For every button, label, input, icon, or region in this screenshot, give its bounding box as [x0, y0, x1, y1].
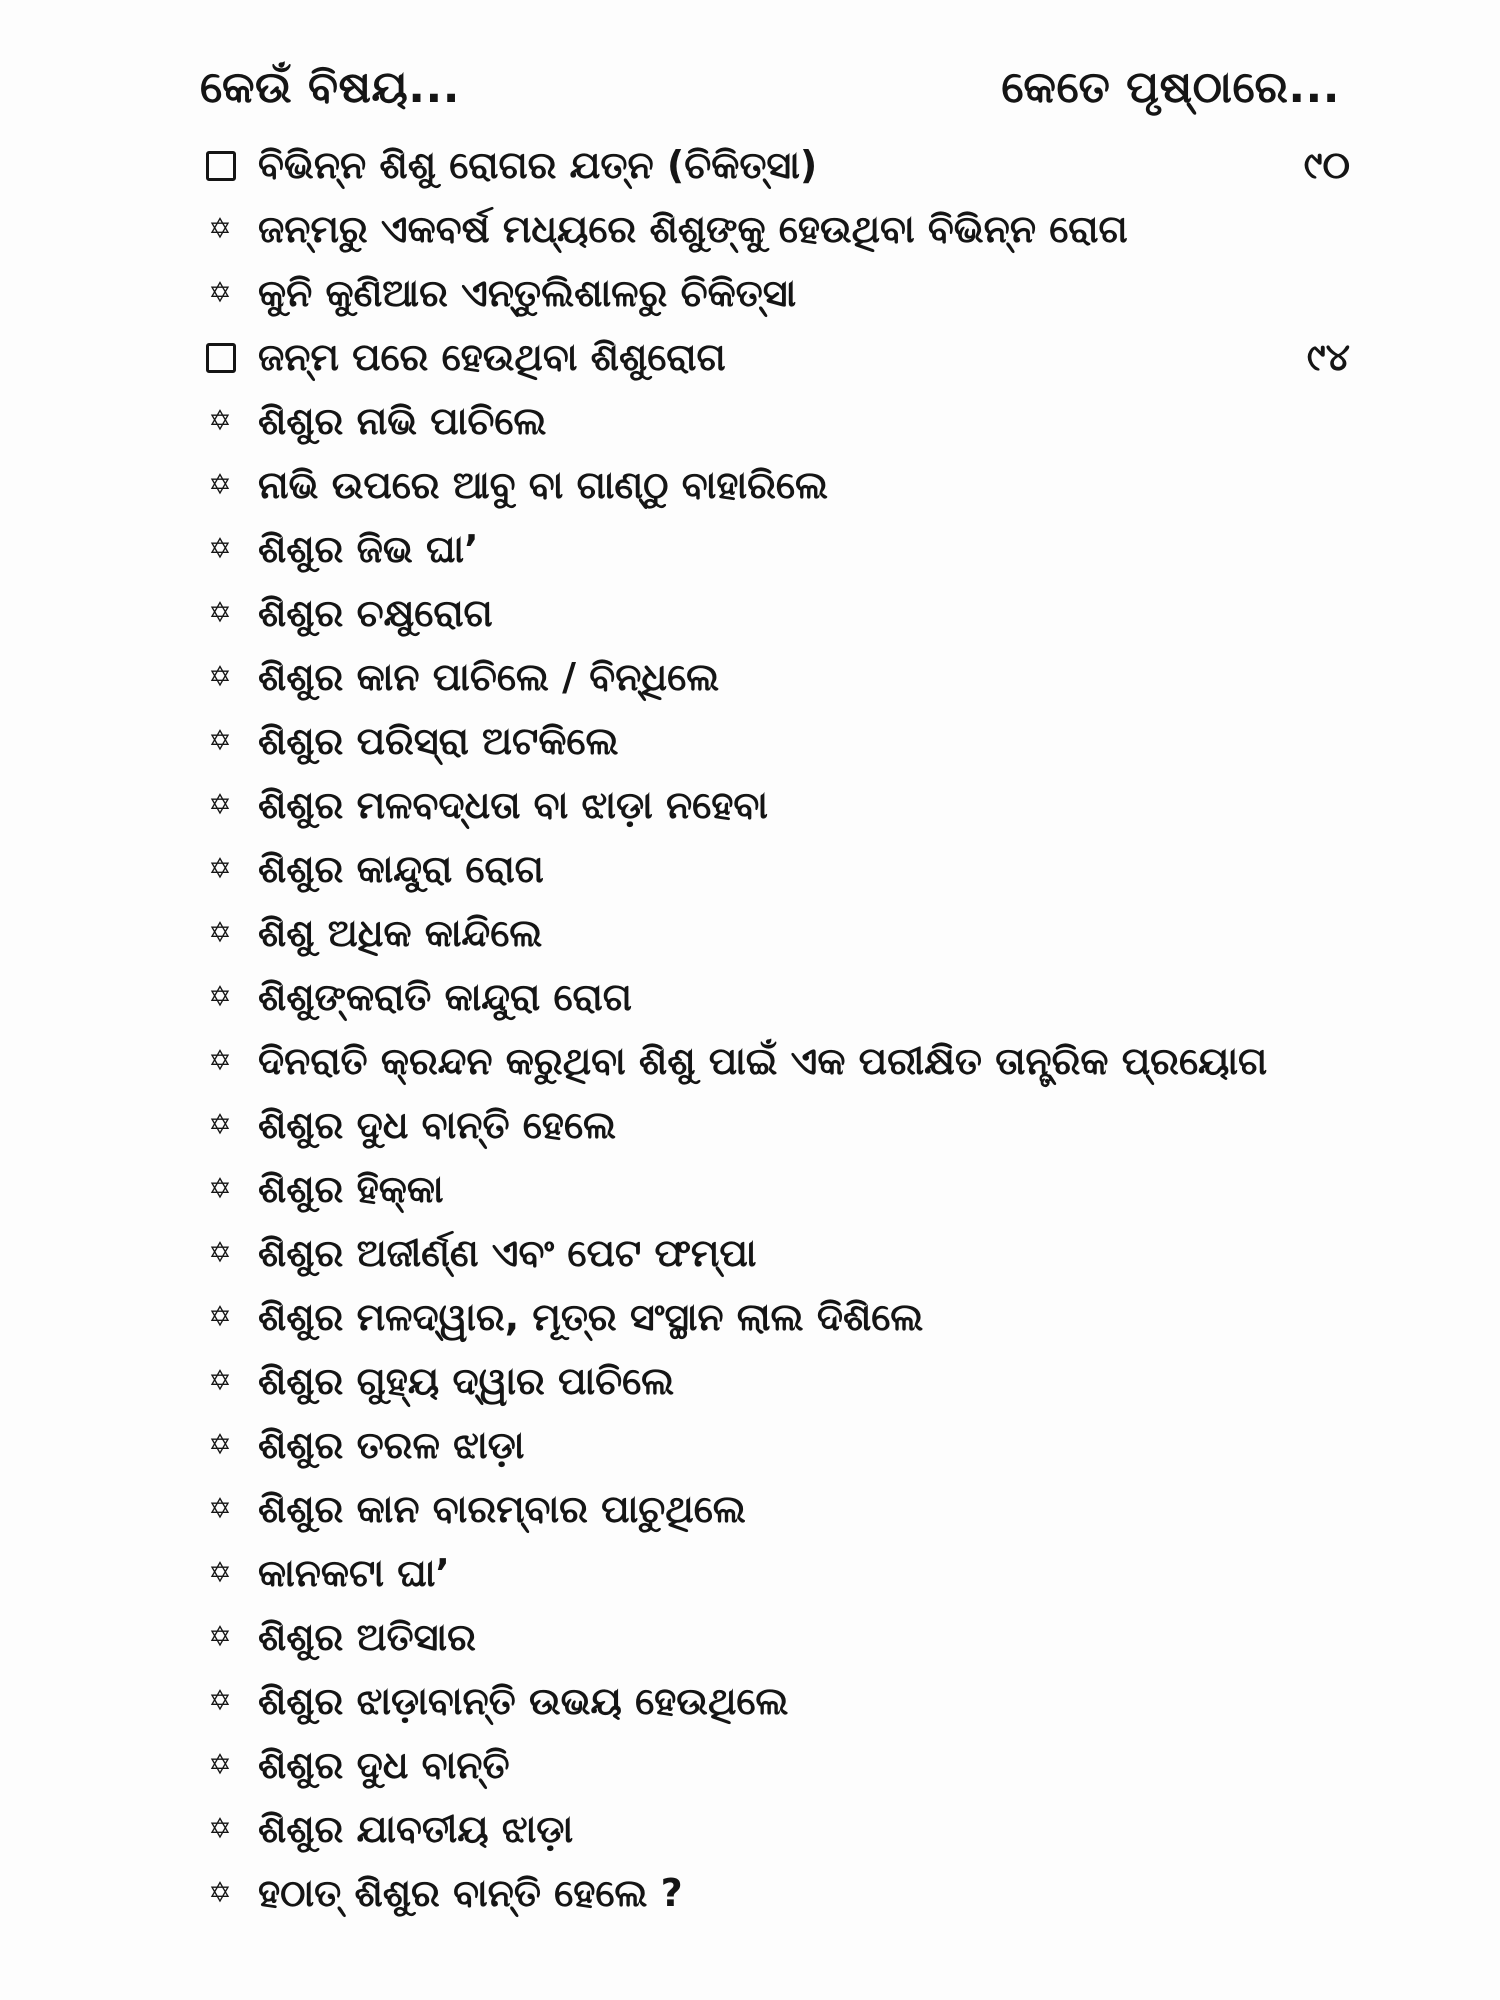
toc-entry-label: କାନକଟା ଘା’ — [258, 1551, 450, 1595]
toc-entry-label: ଦିନରାତି କ୍ରନ୍ଦନ କରୁଥିବା ଶିଶୁ ପାଇଁ ଏକ ପରୀକ୍ଷିତ ତାନ୍ତ୍ରିକ ପ୍ରୟୋଗ — [258, 1039, 1268, 1083]
star-of-david-icon: ✡ — [208, 1684, 232, 1717]
toc-entry-label: ଶିଶୁଙ୍କରାତି କାନ୍ଦୁରା ରୋଗ — [258, 975, 632, 1019]
star-of-david-icon: ✡ — [208, 1300, 232, 1333]
toc-entry-label: ହଠାତ୍ ଶିଶୁର ବାନ୍ତି ହେଲେ ? — [258, 1871, 683, 1915]
star-of-david-icon: ✡ — [208, 916, 232, 949]
toc-item-row — [190, 1861, 1350, 1925]
toc-entry-label: ଜନ୍ମ ପରେ ହେଉଥିବା ଶିଶୁରୋଗ — [258, 335, 726, 379]
toc-item-row — [190, 1221, 1350, 1285]
star-of-david-icon: ✡ — [208, 212, 232, 245]
star-of-david-icon: ✡ — [208, 1044, 232, 1077]
toc-entry-label: ଶିଶୁର କାନ୍ଦୁରା ରୋଗ — [258, 847, 544, 891]
toc-entry-label: କୁନି କୁଣିଆର ଏନ୍ତୁଲିଶାଳରୁ ଚିକିତ୍ସା — [258, 271, 797, 315]
topic-column-heading: କେଉଁ ବିଷୟ... — [200, 62, 460, 113]
star-of-david-icon: ✡ — [208, 1492, 232, 1525]
toc-entry-label: ଜନ୍ମରୁ ଏକବର୍ଷ ମଧ୍ୟରେ ଶିଶୁଙ୍କୁ ହେଉଥିବା ବିଭିନ୍ନ ରୋଗ — [258, 207, 1128, 251]
toc-entry-label: ଶିଶୁର ମଳଦ୍ୱାର, ମୂତ୍ର ସଂସ୍ଥାନ ଲାଲ ଦିଶିଲେ — [258, 1295, 924, 1339]
toc-entry-label: ଶିଶୁ ଅଧିକ କାନ୍ଦିଲେ — [258, 911, 543, 955]
toc-item-row — [190, 709, 1350, 773]
toc-entry-label: ଶିଶୁର ଯାବତୀୟ ଝାଡ଼ା — [258, 1807, 574, 1851]
toc-entry-label: ଶିଶୁର ଗୁହ୍ୟ ଦ୍ୱାର ପାଚିଲେ — [258, 1359, 675, 1403]
toc-item-row — [190, 1413, 1350, 1477]
toc-entry-label: ଶିଶୁର କାନ ବାରମ୍ବାର ପାଚୁଥିଲେ — [258, 1487, 746, 1531]
toc-item-row — [190, 1349, 1350, 1413]
toc-item-row — [190, 1733, 1350, 1797]
star-of-david-icon: ✡ — [208, 724, 232, 757]
toc-section-row — [190, 133, 1350, 197]
star-of-david-icon: ✡ — [208, 980, 232, 1013]
toc-item-row — [190, 1541, 1350, 1605]
toc-entry-label: ଶିଶୁର ଅଜୀର୍ଣ୍ଣ ଏବଂ ପେଟ ଫମ୍ପା — [258, 1231, 757, 1275]
toc-item-row — [190, 1029, 1350, 1093]
star-of-david-icon: ✡ — [208, 596, 232, 629]
toc-entry-label: ଶିଶୁର ନାଭି ପାଚିଲେ — [258, 399, 547, 443]
toc-item-row — [190, 965, 1350, 1029]
checkbox-square-icon — [206, 151, 236, 181]
toc-item-row — [190, 837, 1350, 901]
star-of-david-icon: ✡ — [208, 1812, 232, 1845]
toc-item-row — [190, 773, 1350, 837]
star-of-david-icon: ✡ — [208, 468, 232, 501]
toc-page-number: ୯୦ — [1303, 143, 1350, 187]
toc-entry-label: ଶିଶୁର ପରିସ୍ରା ଅଟକିଲେ — [258, 719, 619, 763]
toc-item-row — [190, 389, 1350, 453]
star-of-david-icon: ✡ — [208, 852, 232, 885]
star-of-david-icon: ✡ — [208, 1876, 232, 1909]
toc-item-row — [190, 901, 1350, 965]
table-of-contents — [190, 133, 1350, 1925]
toc-entry-label: ଶିଶୁର ଝାଡ଼ାବାନ୍ତି ଉଭୟ ହେଉଥିଲେ — [258, 1679, 789, 1723]
star-of-david-icon: ✡ — [208, 660, 232, 693]
toc-item-row — [190, 517, 1350, 581]
star-of-david-icon: ✡ — [208, 276, 232, 309]
toc-header — [200, 62, 1340, 132]
toc-entry-label: ଶିଶୁର ଜିଭ ଘା’ — [258, 527, 479, 571]
toc-entry-label: ଶିଶୁର କାନ ପାଚିଲେ / ବିନ୍ଧିଲେ — [258, 655, 720, 699]
checkbox-square-icon — [206, 343, 236, 373]
star-of-david-icon: ✡ — [208, 1236, 232, 1269]
toc-item-row — [190, 1093, 1350, 1157]
toc-item-row — [190, 1157, 1350, 1221]
toc-entry-label: ଶିଶୁର ଦୁଧ ବାନ୍ତି — [258, 1743, 510, 1787]
toc-item-row — [190, 1669, 1350, 1733]
star-of-david-icon: ✡ — [208, 1748, 232, 1781]
toc-entry-label: ଶିଶୁର ଚକ୍ଷୁରୋଗ — [258, 591, 493, 635]
toc-item-row — [190, 1285, 1350, 1349]
star-of-david-icon: ✡ — [208, 532, 232, 565]
toc-item-row — [190, 1477, 1350, 1541]
toc-item-row — [190, 1605, 1350, 1669]
toc-entry-label: ଶିଶୁର ଦୁଧ ବାନ୍ତି ହେଲେ — [258, 1103, 617, 1147]
toc-entry-label: ଶିଶୁର ମଳବଦ୍ଧତା ବା ଝାଡ଼ା ନହେବା — [258, 783, 768, 827]
toc-entry-label: ଶିଶୁର ହିକ୍‌କା — [258, 1167, 444, 1211]
star-of-david-icon: ✡ — [208, 788, 232, 821]
toc-item-row — [190, 581, 1350, 645]
toc-item-row — [190, 261, 1350, 325]
star-of-david-icon: ✡ — [208, 1620, 232, 1653]
toc-entry-label: ବିଭିନ୍ନ ଶିଶୁ ରୋଗର ଯତ୍ନ (ଚିକିତ୍ସା) — [258, 143, 818, 187]
toc-item-row — [190, 645, 1350, 709]
toc-item-row — [190, 197, 1350, 261]
toc-entry-label: ଶିଶୁର ଅତିସାର — [258, 1615, 476, 1659]
toc-section-row — [190, 325, 1350, 389]
toc-page-number: ୯୪ — [1306, 335, 1350, 379]
toc-entry-label: ଶିଶୁର ତରଳ ଝାଡ଼ା — [258, 1423, 525, 1467]
star-of-david-icon: ✡ — [208, 1364, 232, 1397]
star-of-david-icon: ✡ — [208, 1108, 232, 1141]
star-of-david-icon: ✡ — [208, 404, 232, 437]
page-column-heading: କେତେ ପୃଷ୍ଠାରେ... — [1001, 62, 1340, 113]
toc-item-row — [190, 1797, 1350, 1861]
toc-entry-label: ନାଭି ଉପରେ ଆବୁ ବା ଗାଣ୍ଠୁ ବାହାରିଲେ — [258, 463, 829, 507]
star-of-david-icon: ✡ — [208, 1556, 232, 1589]
star-of-david-icon: ✡ — [208, 1172, 232, 1205]
toc-item-row — [190, 453, 1350, 517]
star-of-david-icon: ✡ — [208, 1428, 232, 1461]
